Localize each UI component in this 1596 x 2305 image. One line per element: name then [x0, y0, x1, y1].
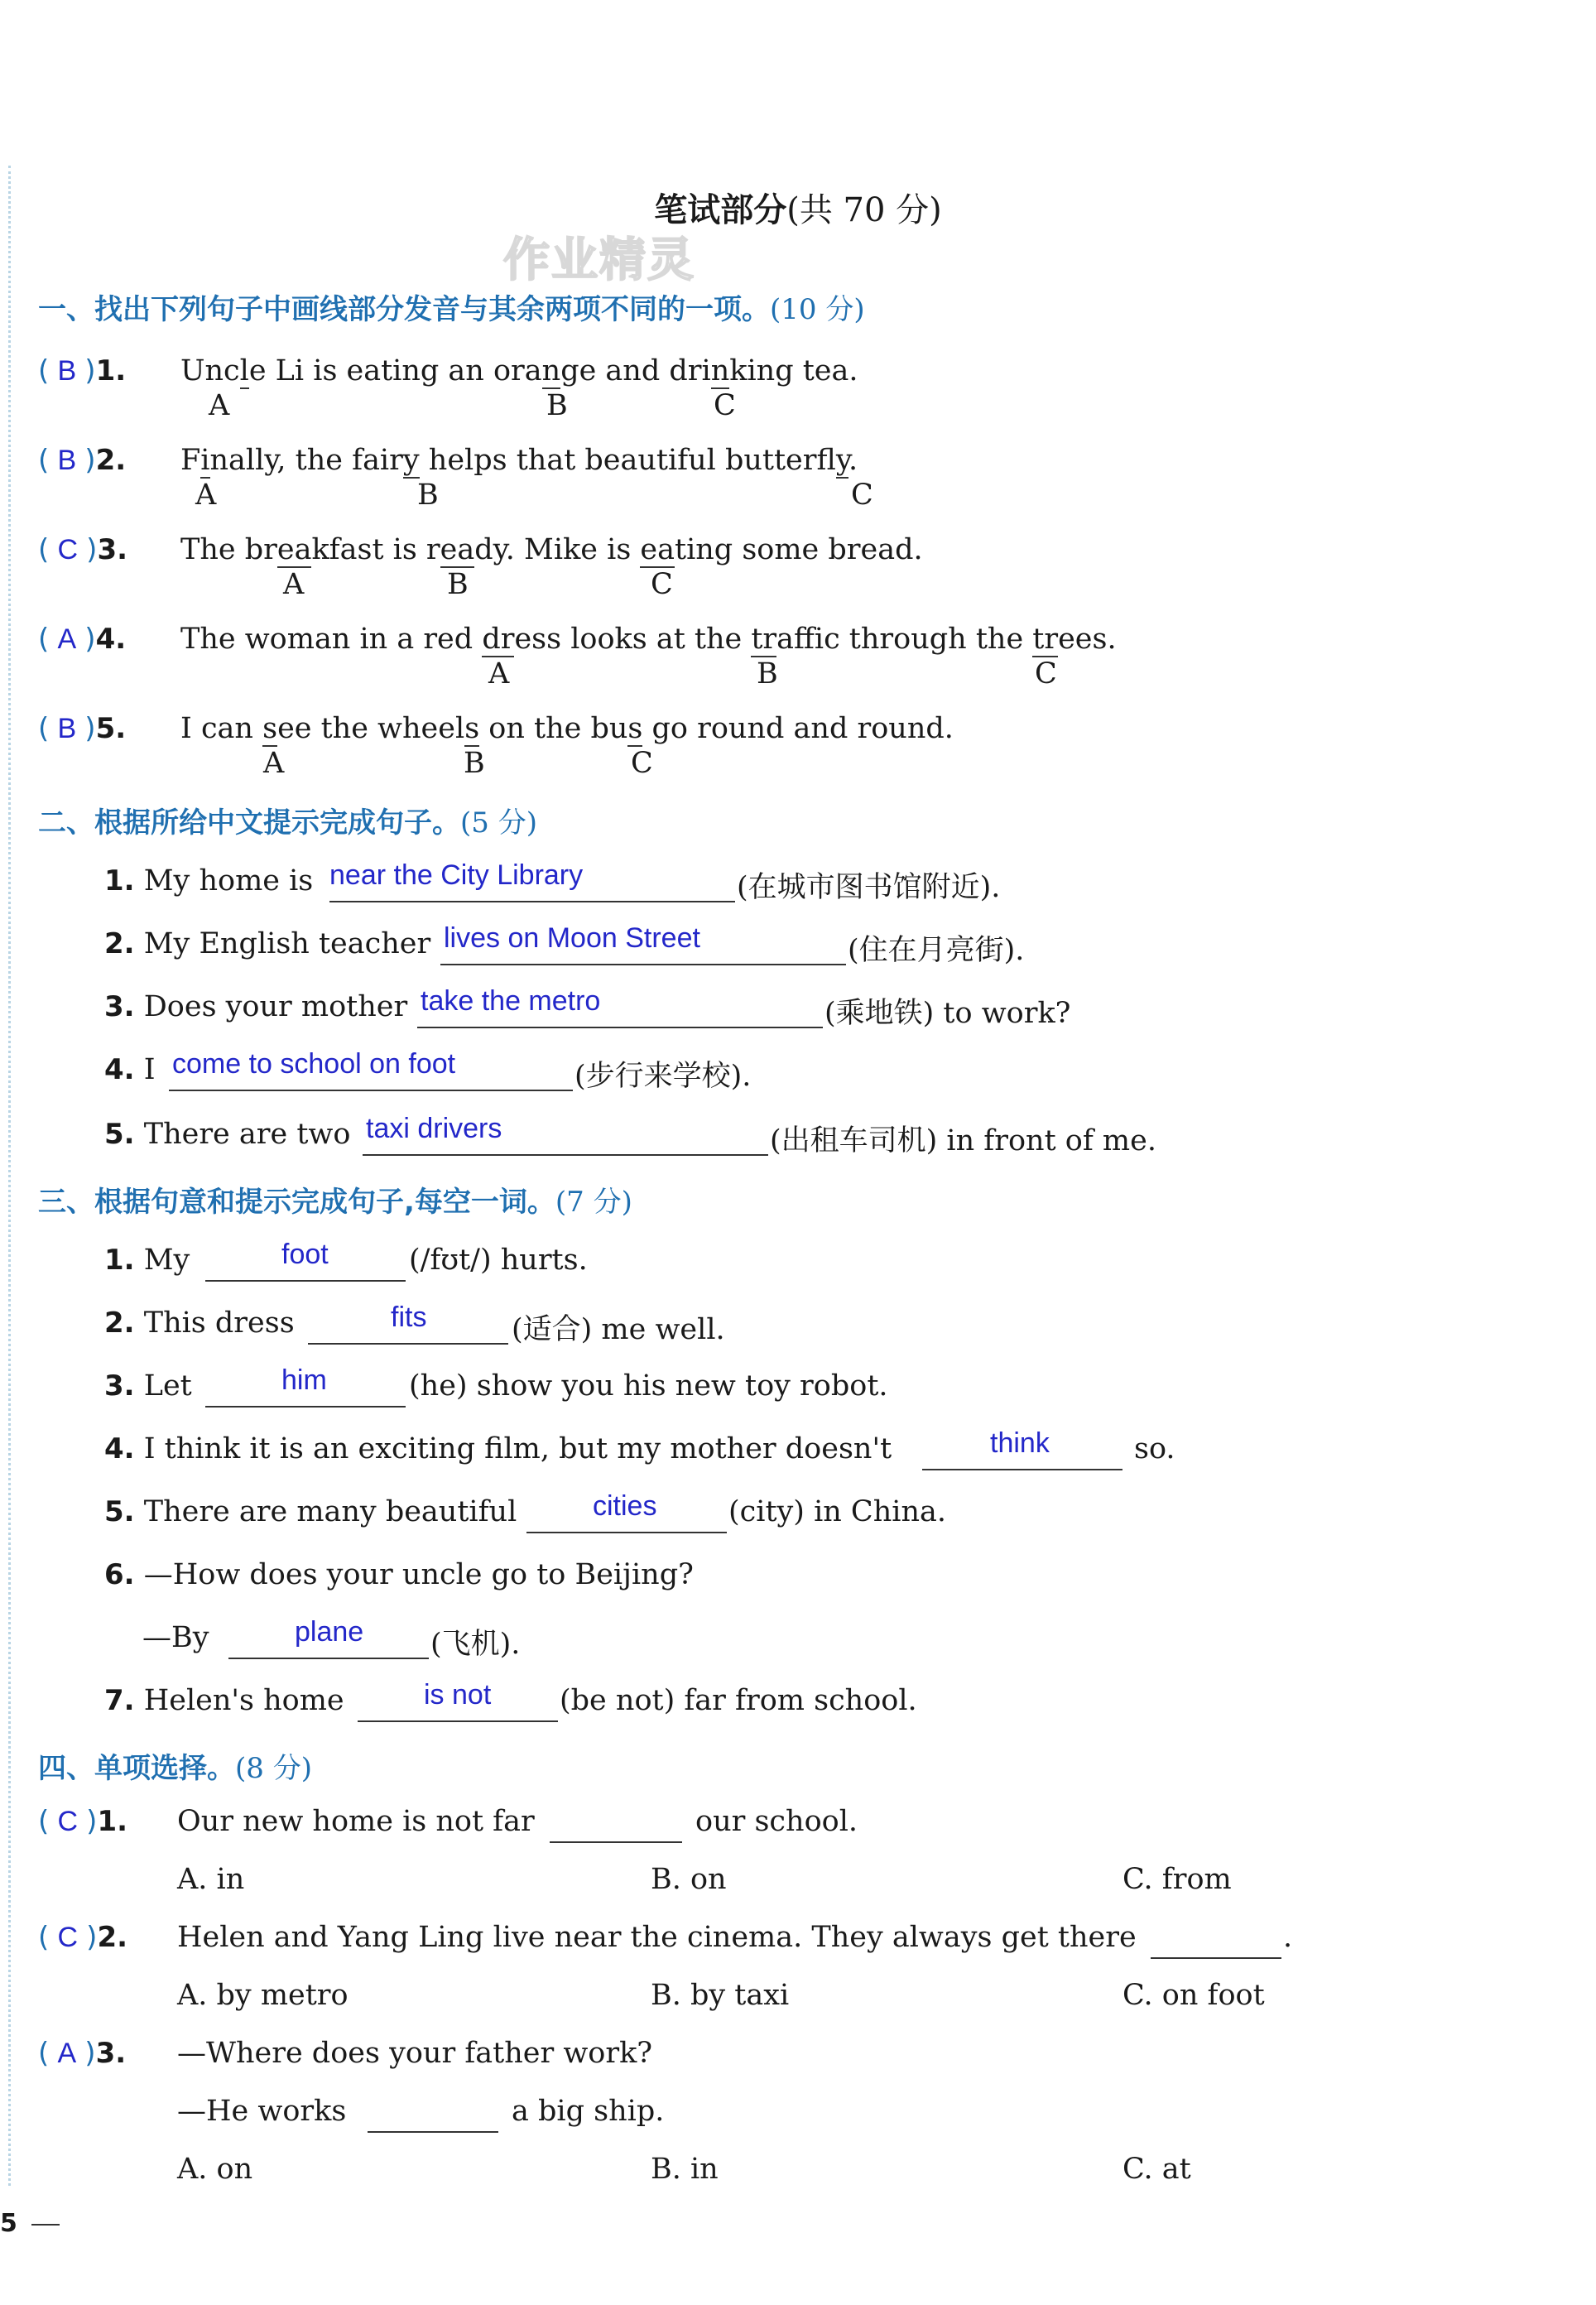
s2-q2-hint: (住在月亮街).	[848, 934, 1025, 967]
option-a[interactable]: A. in	[177, 1863, 245, 1896]
answer-blank[interactable]	[329, 901, 735, 902]
footer-rule	[31, 2224, 60, 2226]
s1-q1: ( B )1.	[38, 354, 127, 387]
option-label-b: B	[464, 747, 485, 780]
answer-blank[interactable]	[358, 1720, 558, 1722]
answer-blank[interactable]	[550, 1841, 682, 1843]
s4-q1-stem: Our new home is not far	[177, 1805, 535, 1838]
answer-fill: taxi drivers	[366, 1113, 502, 1144]
s2-q4: 4. I	[104, 1053, 156, 1086]
s3-q6-reply: —By	[142, 1621, 209, 1654]
option-label-c: C	[1035, 657, 1057, 691]
option-label-b: B	[546, 389, 568, 422]
option-b[interactable]: B. in	[651, 2153, 719, 2186]
option-label-a: A	[488, 657, 510, 691]
option-label-c: C	[651, 568, 673, 601]
option-c[interactable]: C. on foot	[1122, 1979, 1265, 2012]
answer-fill: take the metro	[421, 985, 601, 1017]
option-label-a: A	[195, 479, 217, 512]
answer-blank[interactable]	[205, 1280, 406, 1282]
answer-fill: him	[281, 1364, 327, 1396]
page-title	[0, 184, 1596, 231]
answer-blank[interactable]	[169, 1090, 573, 1091]
answer: B	[57, 445, 77, 476]
s3-q2: 2. This dress	[104, 1306, 295, 1340]
answer-fill: foot	[281, 1239, 329, 1270]
answer-blank[interactable]	[205, 1406, 406, 1408]
option-label-c: C	[631, 747, 653, 780]
option-a[interactable]: A. on	[177, 2153, 253, 2186]
option-a[interactable]: A. by metro	[177, 1979, 349, 2012]
answer-fill: cities	[593, 1490, 657, 1522]
option-label-b: B	[417, 479, 439, 512]
option-label-c: C	[714, 389, 736, 422]
section-1-header: 一、找出下列句子中画线部分发音与其余两项不同的一项。(10 分)	[38, 293, 865, 326]
s2-q2: 2. My English teacher	[104, 927, 431, 960]
s1-q3: ( C )3.	[38, 533, 128, 566]
answer-blank[interactable]	[308, 1343, 508, 1345]
s3-q4: 4. I think it is an exciting film, but my mother doesn't	[104, 1432, 892, 1465]
answer-blank[interactable]	[363, 1154, 768, 1156]
answer: C	[57, 534, 78, 565]
s3-q6: 6. —How does your uncle go to Beijing?	[104, 1558, 694, 1591]
option-c[interactable]: C. from	[1122, 1863, 1232, 1896]
s3-q3-hint: (he) show you his new toy robot.	[409, 1369, 888, 1403]
section-3-header: 三、根据句意和提示完成句子,每空一词。(7 分)	[38, 1186, 632, 1219]
s4-q1: ( C )1.	[38, 1805, 128, 1838]
s2-q5-hint: (出租车司机) in front of me.	[770, 1124, 1156, 1157]
s1-q2-text: Finally, the fairy helps that beautiful butterfly.	[180, 444, 858, 477]
s1-q4: ( A )4.	[38, 623, 127, 656]
answer-fill: come to school on foot	[172, 1048, 456, 1080]
answer: B	[57, 355, 77, 387]
s2-q4-hint: (步行来学校).	[574, 1060, 752, 1093]
s1-q3-text: The breakfast is ready. Mike is eating some bread.	[180, 533, 923, 566]
s3-q7: 7. Helen's home	[104, 1684, 344, 1717]
s3-q4-hint: so.	[1134, 1432, 1175, 1465]
s3-q5-hint: (city) in China.	[728, 1495, 946, 1528]
answer-blank[interactable]	[228, 1658, 429, 1659]
answer: C	[57, 1922, 78, 1953]
answer-blank[interactable]	[922, 1469, 1122, 1470]
answer-fill: is not	[424, 1679, 492, 1711]
margin-dotted-line	[8, 166, 11, 2186]
option-b[interactable]: B. on	[651, 1863, 727, 1896]
answer-blank[interactable]	[1151, 1957, 1281, 1959]
s4-q2-stem: Helen and Yang Ling live near the cinema. They always get there	[177, 1921, 1137, 1954]
answer: A	[57, 623, 77, 655]
title-main: 笔试部分	[654, 191, 787, 229]
answer-blank[interactable]	[526, 1532, 727, 1533]
s3-q7-hint: (be not) far from school.	[560, 1684, 917, 1717]
option-label-c: C	[851, 479, 873, 512]
section-4-header: 四、单项选择。(8 分)	[38, 1752, 312, 1785]
s3-q1-hint: (/fʊt/) hurts.	[409, 1244, 588, 1277]
s4-q3: ( A )3.	[38, 2037, 127, 2070]
s1-q4-text: The woman in a red dress looks at the traffic through the trees.	[180, 623, 1117, 656]
answer-blank[interactable]	[417, 1027, 823, 1028]
answer: C	[57, 1806, 78, 1837]
s4-q3-stem2: —He works	[177, 2095, 347, 2128]
s3-q2-hint: (适合) me well.	[512, 1313, 725, 1346]
s2-q1-hint: (在城市图书馆附近).	[737, 871, 1001, 904]
s4-q1-stem-end: our school.	[695, 1805, 858, 1838]
s2-q3: 3. Does your mother	[104, 990, 408, 1023]
s4-q3-stem: —Where does your father work?	[177, 2037, 653, 2070]
s1-q5-text: I can see the wheels on the bus go round and round.	[180, 712, 954, 745]
option-b[interactable]: B. by taxi	[651, 1979, 790, 2012]
answer-fill: plane	[295, 1616, 364, 1648]
s4-q3-stem2-end: a big ship.	[512, 2095, 665, 2128]
s1-q2: ( B )2.	[38, 444, 127, 477]
s2-q1: 1. My home is	[104, 864, 314, 897]
answer-blank[interactable]	[440, 964, 846, 965]
s2-q3-hint: (乘地铁) to work?	[824, 997, 1071, 1030]
option-c[interactable]: C. at	[1122, 2153, 1191, 2186]
s3-q3: 3. Let	[104, 1369, 192, 1403]
answer-blank[interactable]	[368, 2131, 498, 2133]
answer-fill: near the City Library	[329, 859, 584, 891]
option-label-a: A	[263, 747, 285, 780]
s1-q1-text: Uncle Li is eating an orange and drinking tea.	[180, 354, 858, 387]
option-label-a: A	[209, 389, 230, 422]
s4-q2-stem-end: .	[1283, 1921, 1293, 1954]
page-number: 5	[0, 2209, 17, 2238]
answer-fill: fits	[391, 1302, 427, 1333]
watermark-logo: 作业精灵	[503, 233, 695, 287]
title-points: (共 70 分)	[786, 191, 942, 229]
option-label-b: B	[447, 568, 469, 601]
answer-fill: lives on Moon Street	[444, 922, 700, 954]
option-label-b: B	[757, 657, 778, 691]
answer: A	[57, 2038, 77, 2069]
s3-q6-hint: (飞机).	[430, 1628, 521, 1661]
s2-q5: 5. There are two	[104, 1118, 351, 1151]
s1-q5: ( B )5.	[38, 712, 127, 745]
answer-fill: think	[990, 1427, 1050, 1459]
option-label-a: A	[283, 568, 305, 601]
s4-q2: ( C )2.	[38, 1921, 128, 1954]
section-2-header: 二、根据所给中文提示完成句子。(5 分)	[38, 806, 537, 840]
s3-q5: 5. There are many beautiful	[104, 1495, 517, 1528]
s3-q1: 1. My	[104, 1244, 190, 1277]
answer: B	[57, 713, 77, 744]
